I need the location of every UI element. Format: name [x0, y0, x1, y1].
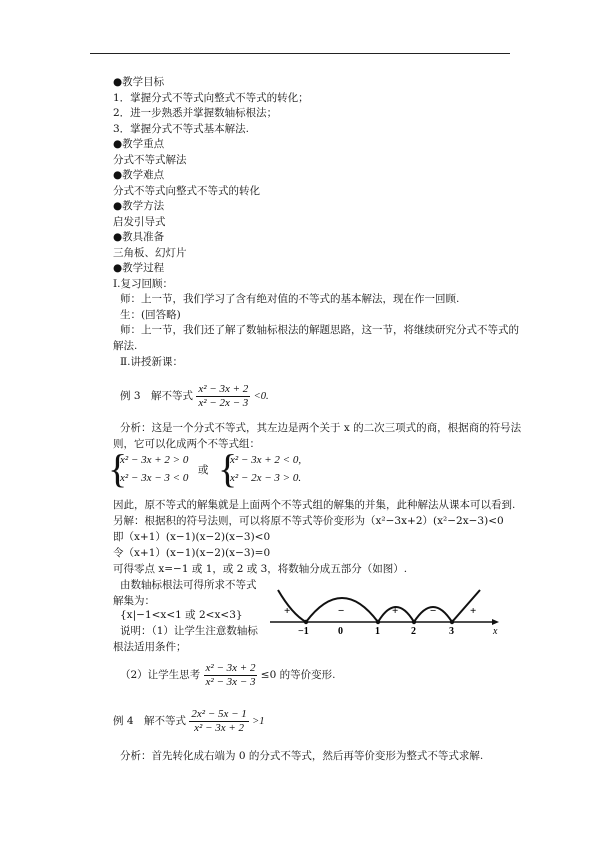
- review-heading: Ⅰ.复习回顾：: [113, 278, 173, 290]
- note-1a: 说明：（1）让学生注意数轴标: [120, 625, 258, 637]
- system-or: 或: [198, 464, 209, 476]
- tick-label: 2: [411, 626, 416, 636]
- analysis-2: 分析：首先转化成右端为 0 的分式不等式，然后再等价变形为整式不等式求解.: [120, 750, 484, 762]
- new-lesson-heading: Ⅱ.讲授新课：: [120, 356, 183, 368]
- system-1-row-1: x² − 3x + 2 > 0: [120, 454, 189, 466]
- zeros-line: 可得零点 x=−1 或 1，或 2 或 3，将数轴分成五部分（如图）.: [113, 563, 408, 575]
- example-3-label: 例 3 解不等式: [120, 390, 194, 402]
- system-2-brace: {: [218, 446, 238, 491]
- curve-left: [278, 590, 306, 622]
- root-dot: [376, 620, 380, 624]
- tick-label: 0: [338, 626, 343, 636]
- number-line-figure: [270, 584, 502, 636]
- objective-3: 3．掌握分式不等式基本解法.: [113, 123, 250, 135]
- note-2: [120, 660, 335, 690]
- example-3-relation: <0.: [253, 391, 269, 402]
- note-1b: 根法适用条件；: [113, 641, 187, 653]
- solution-set: {x|−1<x<1 或 2<x<3}: [120, 609, 243, 621]
- key-points-heading: ●教学重点: [113, 138, 165, 150]
- tick-label: 1: [375, 626, 380, 636]
- example-4-label: 例 4 解不等式: [113, 715, 187, 727]
- tick-label: −1: [298, 626, 309, 636]
- root-dot: [450, 620, 454, 624]
- teacher-line-2b: 解法.: [113, 340, 138, 352]
- number-line-arrow: [492, 619, 499, 625]
- example-3-numerator: x² − 3x + 2: [198, 382, 249, 395]
- student-line-1: 生：(回答略): [120, 309, 181, 321]
- key-points-text: 分式不等式解法: [113, 154, 187, 166]
- example-3-fraction: [196, 383, 250, 410]
- note-2-prefix: （2）让学生思考: [120, 669, 201, 681]
- difficulty-text: 分式不等式向整式不等式的转化: [113, 185, 260, 197]
- note-2-suffix: ≤0 的等价变形.: [260, 669, 336, 681]
- root-dot: [412, 620, 416, 624]
- equivalent-form: 即（x+1）(x−1)(x−2)(x−3)<0: [113, 531, 271, 543]
- system-1-row-2: x² − 3x − 3 < 0: [120, 472, 189, 484]
- tools-text: 三角板、幻灯片: [113, 247, 187, 259]
- example-4-relation: >1: [252, 716, 265, 727]
- tools-heading: ●教具准备: [113, 231, 165, 243]
- root-dot: [304, 620, 308, 624]
- example-4-numerator: 2x² − 5x − 1: [191, 707, 247, 720]
- method-heading: ●教学方法: [113, 200, 165, 212]
- objective-1: 1．掌握分式不等式向整式不等式的转化；: [113, 92, 309, 104]
- system-1-brace: {: [108, 446, 128, 491]
- example-4-fraction: [189, 708, 248, 735]
- system-1: [108, 446, 189, 491]
- objectives-heading: ●教学目标: [113, 76, 165, 88]
- example-4-denominator: x² − 3x + 2: [194, 721, 245, 734]
- objective-2: 2．进一步熟悉并掌握数轴标根法；: [113, 107, 278, 119]
- axis-variable: x: [493, 626, 498, 636]
- system-2-row-1: x² − 3x + 2 < 0,: [230, 454, 302, 466]
- set-zero: 令（x+1）(x−1)(x−2)(x−3)=0: [113, 547, 271, 559]
- teacher-line-2a: 师：上一节，我们还了解了数轴标根法的解题思路，这一节，将继续研究分式不等式的: [120, 324, 519, 336]
- therefore-line: 因此，原不等式的解集就是上面两个不等式组的解集的并集，此种解法从课本可以看到.: [113, 499, 516, 511]
- sign-label: +: [392, 605, 399, 617]
- example-4: [113, 706, 264, 737]
- process-heading: ●教学过程: [113, 262, 165, 274]
- tick-label: 3: [449, 626, 454, 636]
- header-rule: [90, 53, 510, 54]
- analysis-1a: 分析：这是一个分式不等式，其左边是两个关于 x 的二次三项式的商，根据商的符号法: [120, 422, 522, 434]
- note-2-fraction: [204, 662, 258, 689]
- note-2-denominator: x² − 3x − 3: [205, 675, 256, 688]
- sign-label: +: [284, 605, 291, 617]
- system-2-row-2: x² − 2x − 3 > 0.: [230, 472, 302, 484]
- solution-set-label: 解集为：: [113, 595, 155, 607]
- axis-method-line: 由数轴标根法可得所求不等式: [120, 579, 257, 591]
- sign-label: −: [338, 605, 345, 617]
- example-3-denominator: x² − 2x − 3: [198, 396, 249, 409]
- teacher-line-1: 师：上一节，我们学习了含有绝对值的不等式的基本解法，现在作一回顾.: [120, 293, 460, 305]
- example-3: [120, 381, 269, 412]
- sign-label: +: [470, 605, 477, 617]
- note-2-numerator: x² − 3x + 2: [205, 661, 256, 674]
- alternative-solution: 另解：根据积的符号法则，可以将原不等式等价变形为（x²−3x+2）(x²−2x−3)<0: [113, 515, 504, 527]
- method-text: 启发引导式: [113, 216, 166, 228]
- analysis-1b: 则，它可以化成两个不等式组：: [113, 438, 260, 450]
- system-2: [218, 446, 302, 491]
- sign-label: −: [430, 605, 437, 617]
- difficulty-heading: ●教学难点: [113, 169, 165, 181]
